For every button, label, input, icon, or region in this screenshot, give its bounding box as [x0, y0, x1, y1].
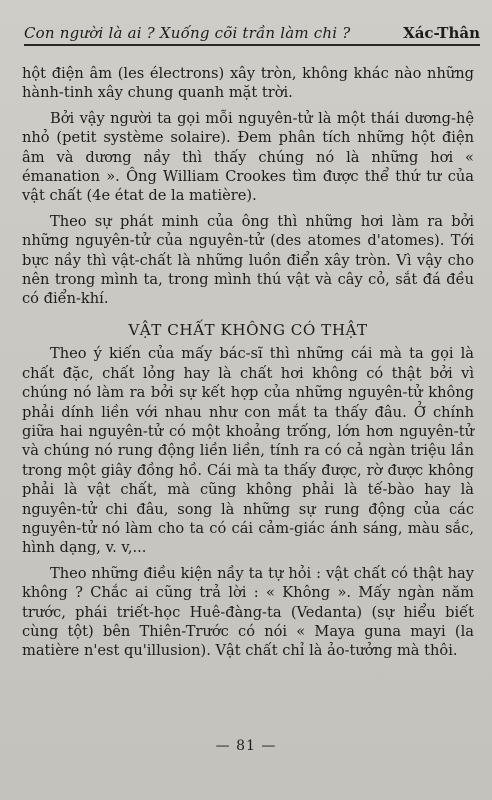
- paragraph: Theo những điều kiện nầy ta tự hỏi : vật chất có thật hay không ? Chắc ai cũng trả lời : « Không ». Mấy ngàn năm trước, phái triết-học Huê-đàng-ta (Vedanta) (sự hiểu biết cùng tột) bên Thiên-Trước có nói « Maya guna mayi (la matière n'est qu'illusion). Vật chất chỉ là ảo-tưởng mà thôi.: [22, 564, 474, 660]
- page-body: [22, 64, 474, 661]
- section-heading: VẬT CHẤT KHÔNG CÓ THẬT: [128, 320, 368, 339]
- header-chapter-title: Con người là ai ? Xuống cõi trần làm chi ?: [24, 24, 351, 42]
- page-number: — 81 —: [215, 738, 277, 754]
- header-section-title: Xác-Thân: [403, 24, 480, 42]
- paragraph: Theo ý kiến của mấy bác-sĩ thì những cái mà ta gọi là chất đặc, chất lỏng hay là chất hơi không có thật bởi vì chúng nó làm ra bởi sự kết hợp của những nguyên-tử không phải dính liền với nhau như con mắt ta thấy đâu. Ở chính giữa hai nguyên-tử có một khoảng trống, lớn hơn nguyên-tử và chúng nó rung động liền liền, tính ra có cả ngàn triệu lần trong một giây đồng hồ. Cái mà ta thấy được, rờ được không phải là vật chất, mà cũng không phải là tế-bào hay là nguyên-tử chi đâu, song là những sự rung động của các nguyên-tử nó làm cho ta có cái cảm-giác ánh sáng, màu sắc, hình dạng, v. v,...: [22, 345, 474, 557]
- paragraph-continuation: hột điện âm (les électrons) xây tròn, không khác nào những hành-tinh xây chung quanh mặt trời.: [22, 65, 474, 102]
- paragraph: Bởi vậy người ta gọi mỗi nguyên-tử là một thái dương-hệ nhỏ (petit système solaire). Đem phân tích những hột điện âm và dương nầy thì thấy chúng nó là những hơi « émanation ». Ông William Crookes tìm được thể thứ tư của vật chất (4e état de la matière).: [22, 109, 474, 205]
- paragraph: Theo sự phát minh của ông thì những hơi làm ra bởi những nguyên-tử của nguyên-tử (des atomes d'atomes). Tới bực nầy thì vật-chất là những luồn điển xây tròn. Vì vậy cho nên trong mình ta, trong mình thú vật và cây cỏ, sắt đá đều có điển-khí.: [22, 212, 474, 308]
- running-header: [24, 14, 480, 46]
